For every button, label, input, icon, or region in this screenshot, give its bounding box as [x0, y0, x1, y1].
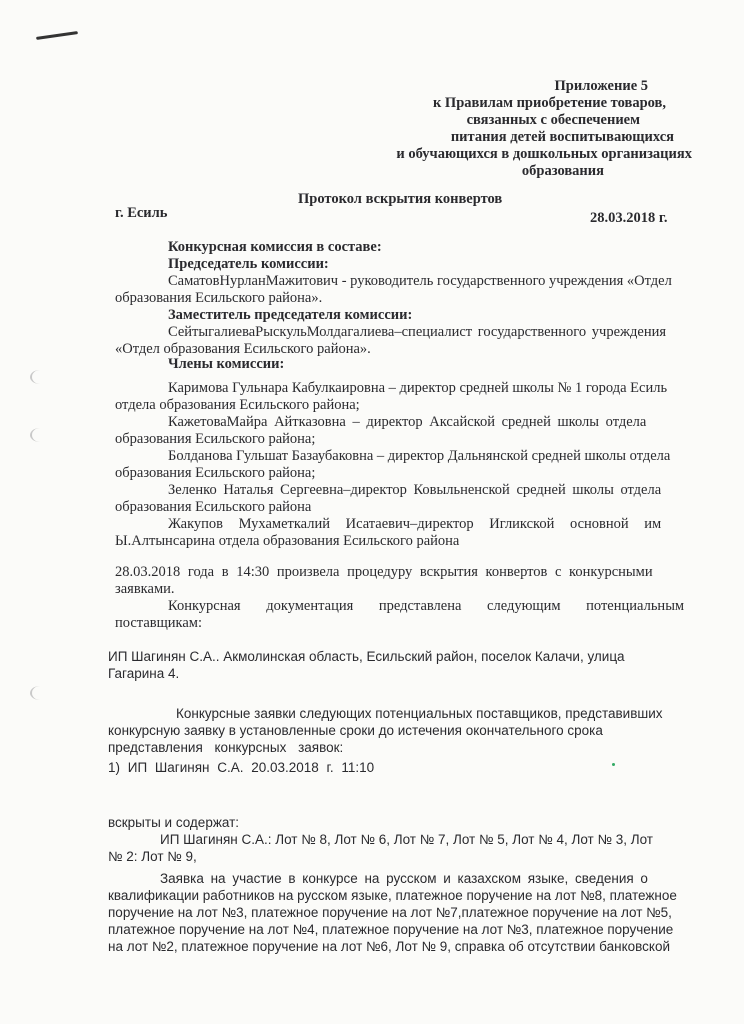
content-text: на лот №2, платежное поручение на лот №6, Лот № 9, справка об отсутствии банковской: [108, 939, 671, 954]
lots-text: № 2: Лот № 9,: [108, 849, 197, 864]
appendix-line: и обучающихся в дошкольных организациях: [396, 146, 692, 162]
appendix-header: [340, 78, 692, 180]
appendix-line: связанных с обеспечением: [466, 112, 640, 128]
ink-dot: [612, 763, 615, 766]
appendix-line: питания детей воспитывающихся: [450, 129, 674, 145]
content-text: платежное поручение на лот №4, платежное поручение на лот №3, платежное поручение: [108, 922, 674, 937]
punch-hole-mark: [30, 428, 50, 442]
supplier-text: Гагарина 4.: [108, 666, 180, 681]
content-text: поручение на лот №3, платежное поручение на лот №7,платежное поручение на лот №5,: [108, 905, 672, 920]
member-text: Болданова Гульшат Базаубаковна – директор Дальнянской средней школы отдела: [168, 448, 671, 464]
member-text: Зеленко Наталья Сергеевна–директор Ковыльненской средней школы отдела: [168, 482, 662, 498]
members-label: Члены комиссии:: [168, 356, 285, 372]
member-text: отдела образования Есильского района;: [115, 397, 360, 413]
chair-label: Председатель комиссии:: [168, 256, 329, 272]
documentation-text: Конкурсная документация представлена следующим потенциальным: [168, 598, 685, 614]
member-text: образования Есильского района;: [115, 465, 316, 481]
lots-text: ИП Шагинян С.А.: Лот № 8, Лот № 6, Лот № 7, Лот № 5, Лот № 4, Лот № 3, Лот: [160, 832, 653, 847]
chair-text: СаматовНурланМажитович - руководитель государственного учреждения «Отдел: [168, 273, 672, 289]
commission-intro: Конкурсная комиссия в составе:: [168, 239, 382, 255]
opening-text: 28.03.2018 года в 14:30 произвела процедуру вскрытия конвертов с конкурсными: [115, 564, 653, 580]
document-title: Протокол вскрытия конвертов: [298, 191, 503, 207]
appendix-line: Приложение 5: [554, 78, 648, 94]
supplier-text: ИП Шагинян С.А.. Акмолинская область, Есильский район, поселок Калачи, улица: [108, 649, 625, 664]
opened-text: вскрыты и содержат:: [108, 815, 239, 830]
deputy-label: Заместитель председателя комиссии:: [168, 307, 413, 323]
member-text: образования Есильского района;: [115, 431, 316, 447]
member-text: Каримова Гульнара Кабулкаировна – директор средней школы № 1 города Есиль: [168, 380, 668, 396]
member-text: Жакупов Мухаметкалий Исатаевич–директор Игликской основной им: [168, 516, 662, 532]
deputy-text: СейтыгалиеваРыскульМолдагалиева–специалист государственного учреждения: [168, 324, 667, 340]
bids-text: Конкурсные заявки следующих потенциальных поставщиков, представивших: [176, 706, 663, 721]
document-date: 28.03.2018 г.: [590, 210, 668, 226]
opening-text: заявками.: [115, 581, 175, 597]
content-text: Заявка на участие в конкурсе на русском и казахском языке, сведения о: [160, 871, 648, 886]
city-label: г. Есиль: [115, 205, 168, 221]
deputy-text: «Отдел образования Есильского района».: [115, 341, 371, 357]
bids-text: конкурсную заявку в установленные сроки до истечения окончательного срока: [108, 723, 603, 738]
appendix-line: к Правилам приобретение товаров,: [432, 95, 666, 111]
content-text: квалификации работников на русском языке, платежное поручение на лот №8, платежное: [108, 888, 677, 903]
documentation-text: поставщикам:: [115, 615, 202, 631]
member-text: КажетоваМайра Айтказовна – директор Аксайской средней школы отдела: [168, 414, 647, 430]
bids-text: представления конкурсных заявок:: [108, 740, 344, 755]
chair-text: образования Есильского района».: [115, 290, 323, 306]
scan-mark: [36, 31, 78, 40]
member-text: Ы.Алтынсарина отдела образования Есильского района: [115, 533, 460, 549]
punch-hole-mark: [30, 686, 50, 700]
punch-hole-mark: [30, 370, 50, 384]
bid-item: 1) ИП Шагинян С.А. 20.03.2018 г. 11:10: [108, 760, 375, 775]
member-text: образования Есильского района: [115, 499, 312, 515]
appendix-line: образования: [521, 163, 604, 179]
